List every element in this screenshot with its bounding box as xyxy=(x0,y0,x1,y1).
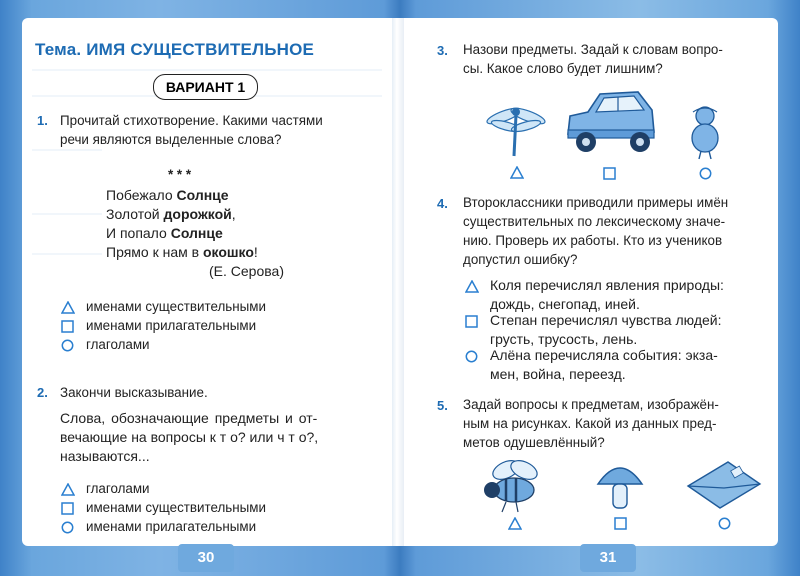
square-option-icon[interactable] xyxy=(465,315,478,328)
question-3-line-2: сы. Какое слово будет лишним? xyxy=(463,61,663,76)
circle-option-icon[interactable] xyxy=(718,517,731,530)
triangle-option-icon[interactable] xyxy=(465,280,479,293)
poem-line: Побежало Солнце xyxy=(106,187,229,203)
question-4-option-c-line-2: мен, война, переезд. xyxy=(490,366,626,382)
question-4-line-2: существительных по лексическому значе- xyxy=(463,214,726,229)
poem-line: И попало Солнце xyxy=(106,225,223,241)
question-1-option-b: именами прилагательными xyxy=(86,318,257,333)
square-option-icon[interactable] xyxy=(603,167,616,180)
variant-badge: ВАРИАНТ 1 xyxy=(153,74,258,100)
question-2-line-2: вечающие на вопросы к т о? или ч т о?, xyxy=(60,429,319,445)
poem xyxy=(106,186,258,262)
question-4-option-b-line-2: грусть, трусость, лень. xyxy=(490,331,638,347)
circle-option-icon[interactable] xyxy=(61,521,74,534)
triangle-option-icon[interactable] xyxy=(508,517,522,530)
question-3-line-1: Назови предметы. Задай к словам вопро- xyxy=(463,42,723,57)
question-4-number: 4. xyxy=(437,196,448,211)
book-gutter xyxy=(392,18,404,546)
question-4-option-a-line-1: Коля перечислял явления природы: xyxy=(490,277,724,293)
question-2-option-b: именами существительными xyxy=(86,500,266,515)
page-number-left: 30 xyxy=(178,544,234,572)
question-5-line-3: метов одушевлённый? xyxy=(463,435,605,450)
triangle-option-icon[interactable] xyxy=(510,166,524,179)
square-option-icon[interactable] xyxy=(61,502,74,515)
triangle-option-icon[interactable] xyxy=(61,483,75,496)
question-5-line-2: ным на рисунках. Какой из данных пред- xyxy=(463,416,717,431)
question-4-line-1: Второклассники приводили примеры имён xyxy=(463,195,729,210)
question-2-line-3: называются... xyxy=(60,448,150,464)
question-1-option-a: именами существительными xyxy=(86,299,266,314)
question-1-line-2: речи являются выделенные слова? xyxy=(60,132,282,147)
poem-line: Прямо к нам в окошко! xyxy=(106,244,258,260)
circle-option-icon[interactable] xyxy=(61,339,74,352)
question-1-number: 1. xyxy=(37,113,48,128)
question-2-number: 2. xyxy=(37,385,48,400)
question-4-line-3: нию. Проверь их работы. Кто из учеников xyxy=(463,233,723,248)
poem-stars: * * * xyxy=(168,167,192,182)
circle-option-icon[interactable] xyxy=(699,167,712,180)
square-option-icon[interactable] xyxy=(61,320,74,333)
question-3-number: 3. xyxy=(437,43,448,58)
question-4-option-a-line-2: дождь, снегопад, иней. xyxy=(490,296,640,312)
envelope-picture xyxy=(684,458,764,510)
circle-option-icon[interactable] xyxy=(465,350,478,363)
question-2-option-c: именами прилагательными xyxy=(86,519,257,534)
page-title: Тема. ИМЯ СУЩЕСТВИТЕЛЬНОЕ xyxy=(35,40,315,59)
bird-picture xyxy=(685,102,725,160)
question-4-option-c-line-1: Алёна перечисляла события: экза- xyxy=(490,347,718,363)
dragonfly-picture xyxy=(482,100,552,160)
question-1-option-c: глаголами xyxy=(86,337,150,352)
poem-line: Золотой дорожкой, xyxy=(106,206,236,222)
triangle-option-icon[interactable] xyxy=(61,301,75,314)
question-2-intro: Закончи высказывание. xyxy=(60,385,208,400)
car-picture xyxy=(560,86,660,161)
bee-picture xyxy=(476,458,554,514)
question-4-line-4: допустил ошибку? xyxy=(463,252,578,267)
mushroom-picture xyxy=(594,458,646,514)
question-1-line-1: Прочитай стихотворение. Какими частями xyxy=(60,113,323,128)
question-5-line-1: Задай вопросы к предметам, изображён- xyxy=(463,397,719,412)
square-option-icon[interactable] xyxy=(614,517,627,530)
page-number-right: 31 xyxy=(580,544,636,572)
poem-author: (Е. Серова) xyxy=(209,263,284,279)
question-5-number: 5. xyxy=(437,398,448,413)
question-2-line-1: Слова, обозначающие предметы и от- xyxy=(60,410,318,426)
question-2-option-a: глаголами xyxy=(86,481,150,496)
question-4-option-b-line-1: Степан перечислял чувства людей: xyxy=(490,312,722,328)
